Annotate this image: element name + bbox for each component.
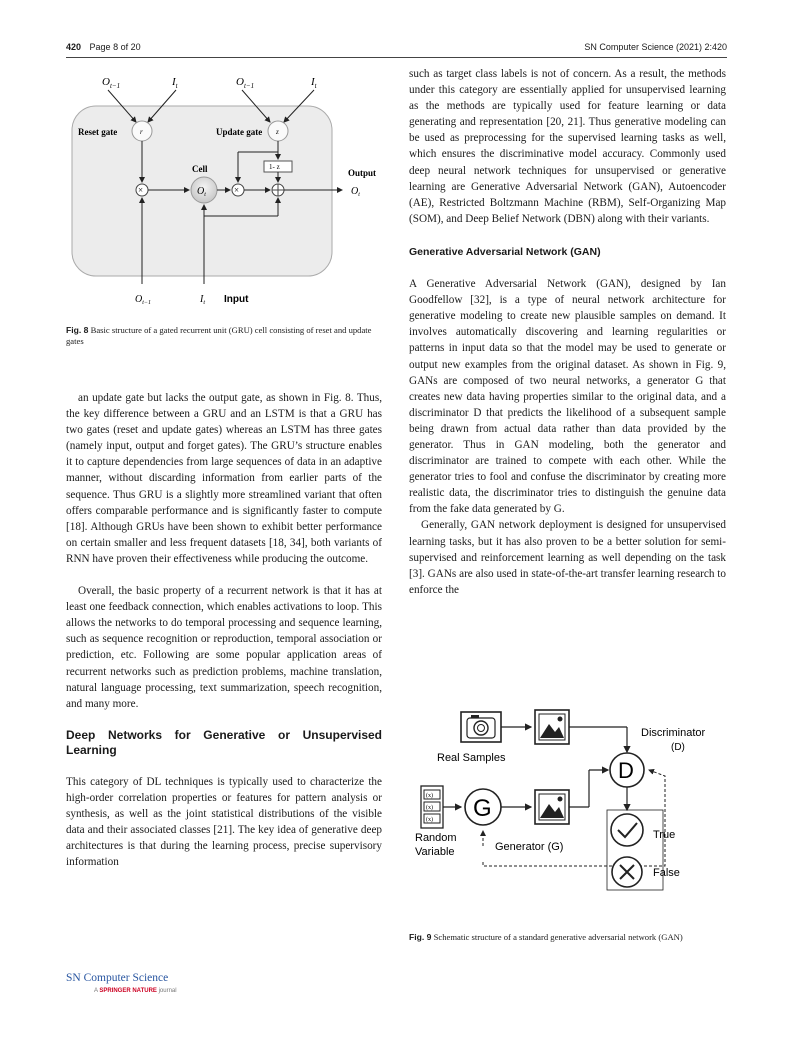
update-gate-label: Update gate (216, 127, 263, 137)
fig9-caption-label: Fig. 9 (409, 932, 432, 942)
right-column (409, 66, 726, 598)
svg-text:Ot: $O_t$ (197, 186, 206, 198)
fig9-caption (409, 932, 726, 943)
left-column (66, 390, 382, 870)
fig9-caption-text: Schematic structure of a standard generative adversarial network (GAN) (433, 932, 683, 942)
real-image-icon (535, 710, 569, 744)
journal-reference: SN Computer Science (2021) 2:420 (584, 42, 727, 52)
left-paragraph-3: This category of DL techniques is typically used to characterize the high-order correlation properties or features for pattern analysis or synthesis, as well as the joint statistical distributions of the visible data and their associated classes [21]. The key idea of generative deep architectures is that during the learning process, precise supervisory information (66, 775, 382, 869)
right-paragraph-1: such as target class labels is not of concern. As a result, the methods under this category are essentially applied for unsupervised learning as the methods are typically used for feature learning or data generating and representation [20, 21]. Thus generative modeling can be used as preprocessing for the supervised learning tasks as well, which ensures the discriminative model accuracy. Commonly used deep neural network techniques for unsupervised or generative learning are Generative Adversarial Network (GAN), Autoencoder (AE), Restricted Boltzmann Machine (RBM), Self-Organizing Map (SOM), and Deep Belief Network (DBN) along with their variants. (409, 68, 726, 225)
fig8-caption-text: Basic structure of a gated recurrent unit (GRU) cell consisting of reset and update gates (66, 325, 372, 346)
variable-label: Variable (415, 846, 455, 858)
gan-subheading: Generative Adversarial Network (GAN) (409, 245, 601, 258)
page-header-left (66, 42, 141, 52)
z-label: z (276, 128, 279, 136)
reset-gate-label: Reset gate (78, 127, 118, 137)
svg-text:(x): (x) (426, 817, 433, 823)
true-label: True (653, 829, 676, 841)
g-letter: G (473, 795, 492, 822)
svg-text:×: × (138, 185, 144, 195)
camera-icon (461, 712, 501, 742)
cell-label: Cell (192, 164, 208, 174)
svg-text:(x): (x) (426, 793, 433, 799)
fig8-caption (66, 325, 382, 347)
o-prev-label-1: $O_{t-1}$ (102, 76, 121, 90)
generator-label: Generator (G) (495, 841, 564, 853)
r-label: r (140, 128, 143, 136)
output-o-t: $O_t$ (351, 186, 360, 198)
i-t-label-1: $I_t$ (172, 76, 178, 90)
real-samples-label: Real Samples (437, 752, 506, 764)
fig8-caption-label: Fig. 8 (66, 325, 89, 335)
right-paragraph-3: Generally, GAN network deployment is designed for unsupervised learning tasks, but it has also proven to be a better solution for semi-supervised and reinforcement learning as well depending on the task [3]. GANs are also used in state-of-the-art transfer learning research to enforce the (409, 519, 726, 596)
generated-image-icon (535, 790, 569, 824)
discriminator-abbr: (D) (671, 742, 685, 753)
right-paragraph-2: A Generative Adversarial Network (GAN), designed by Ian Goodfellow [32], is a type of neural network architecture for generative modeling to create new plausible samples on demand. It involves automatically discovering and learning regularities or patterns in input data so that the model may be used to generate or output new examples from the original dataset. As shown in Fig. 9, GANs are composed of two neural networks, a generator G that creates new data having properties similar to the original data, and a discriminator D that predicts the likelihood of a subsequent sample being drawn from actual data rather than data provided by the generator. Thus in GAN modeling, both the generator and discriminator are trained to compete with each other. While the generator tries to fool and confuse the discriminator by creating more realistic data, the discriminator tries to distinguish the genuine data from the fake data generated by G. (409, 278, 726, 516)
svg-text:(x): (x) (426, 805, 433, 811)
gan-diagram (409, 698, 727, 908)
footer-journal-name: SN Computer Science (66, 972, 169, 984)
input-label: Input (224, 294, 249, 305)
discriminator-label: Discriminator (641, 727, 706, 739)
true-check-icon (611, 814, 643, 846)
random-variable-icon (421, 786, 443, 828)
false-label: False (653, 867, 680, 879)
header-rule (66, 57, 727, 58)
left-paragraph-1: an update gate but lacks the output gate, as shown in Fig. 8. Thus, the key difference between a GRU and an LSTM is that a GRU has two gates (reset and update gates) whereas an LSTM has three gates (namely input, output and forget gates). The GRU’s structure enables it to capture dependencies from large sequences of data in an adaptive manner, without discarding information from earlier parts of the sequence. Thus GRU is a slightly more streamlined variant that often offers comparable performance and is significantly faster to compute [18]. Although GRUs have been shown to exhibit better performance on certain smaller and less frequent datasets [18, 34], both variants of RNN have proven their effectiveness while producing the outcome. (66, 392, 382, 565)
output-label: Output (348, 168, 377, 178)
o-prev-bottom-label: $O_{t-1}$ (135, 294, 151, 306)
i-t-bottom-label: $I_t$ (200, 294, 206, 306)
one-minus-z-label: 1- z (269, 163, 280, 171)
gru-diagram (66, 64, 386, 312)
random-label: Random (415, 832, 457, 844)
page-number: 420 (66, 42, 82, 52)
left-paragraph-2: Overall, the basic property of a recurrent network is that it has at least one feedback connection, which enables activations to loop. This allows the networks to do temporal processing and sequence learning, such as sequence recognition or reproduction, temporal association or prediction, etc. Following are some popular application areas of recurrent networks such as prediction problems, machine translation, natural language processing, text summarization, speech recognition, and many more. (66, 585, 382, 710)
o-prev-label-2: $O_{t-1}$ (236, 76, 255, 90)
svg-text:×: × (234, 185, 240, 195)
false-x-icon (612, 857, 642, 887)
i-t-label-2: $I_t$ (311, 76, 317, 90)
section-heading: Deep Networks for Generative or Unsupervised Learning (66, 727, 382, 757)
page-label: Page 8 of 20 (89, 42, 141, 52)
footer-publisher: A SPRINGER NATURE journal (94, 988, 177, 994)
d-letter: D (618, 758, 634, 783)
